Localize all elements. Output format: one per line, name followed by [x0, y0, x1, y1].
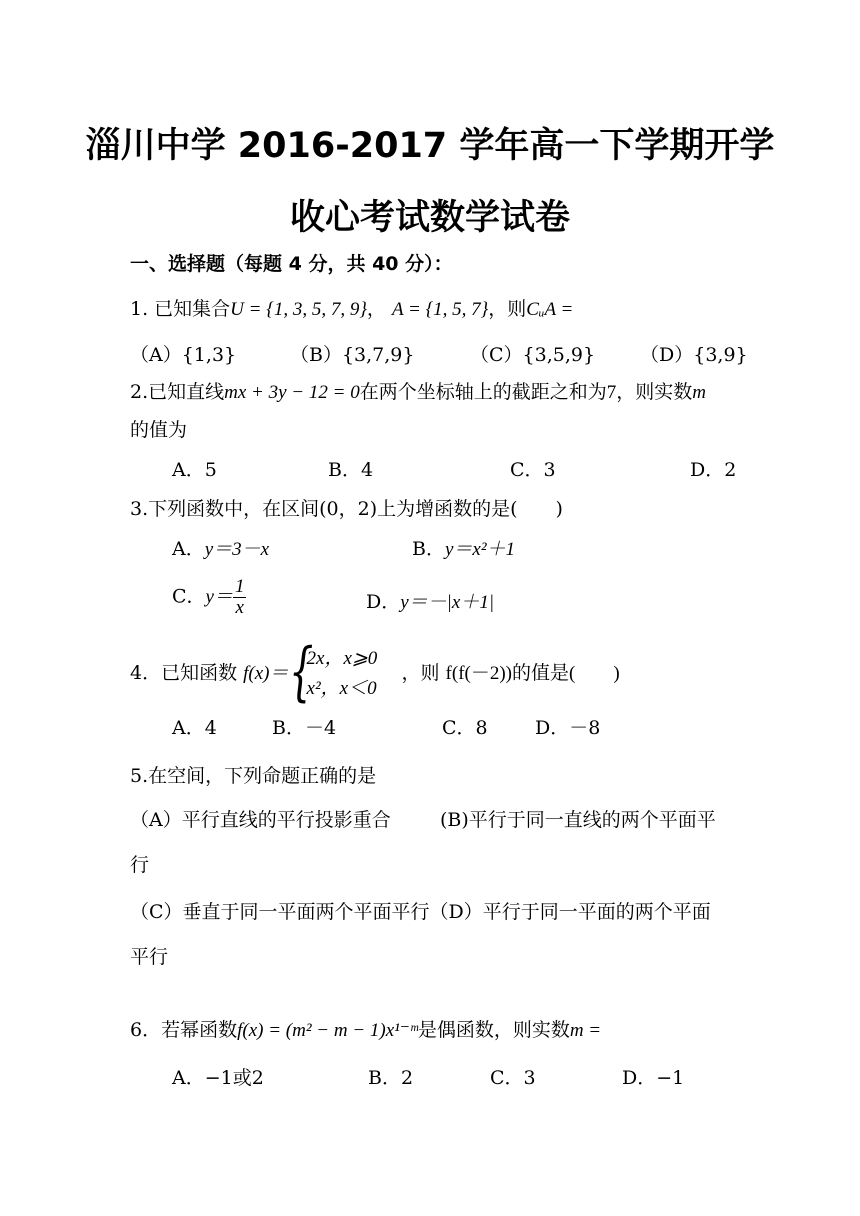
q1-set-u: U = {1, 3, 5, 7, 9} — [230, 299, 367, 320]
q2-sum: 7 — [606, 382, 617, 403]
q4-option-d: D．－8 — [535, 717, 601, 739]
q6-option-b: B．2 — [368, 1067, 414, 1089]
q4-case1: 2x，x⩾0 — [306, 648, 378, 669]
q6-option-d: D．−1 — [622, 1067, 685, 1089]
q4-case2: x²，x＜0 — [306, 678, 377, 699]
q1-set-a: A = {1, 5, 7} — [391, 299, 489, 320]
q3-option-d-label: D． — [366, 591, 401, 613]
q2-equation: mx + 3y − 12 = 0 — [224, 382, 360, 403]
q6-suffix: 是偶函数，则实数 — [417, 1019, 570, 1041]
q3-option-c-fraction — [233, 577, 247, 618]
q3-option-c-lhs: y＝ — [205, 586, 233, 608]
q6-option-a: A．−1或2 — [172, 1067, 264, 1089]
q3-option-b — [412, 537, 515, 562]
q2-line2: 的值为 — [130, 419, 188, 441]
q4-expr: f(f(－2))的值是( ) — [445, 663, 620, 684]
q4-option-c: C．8 — [442, 717, 488, 739]
question-3-stem: 3.下列函数中，在区间(0，2)上为增函数的是( ) — [130, 498, 563, 520]
q3-option-c-denominator: x — [235, 597, 244, 618]
q1-sep: ， — [366, 298, 386, 320]
q3-option-d — [366, 590, 494, 615]
q3-option-c — [172, 577, 246, 618]
q1-option-c: （C）{3,5,9} — [470, 344, 596, 366]
q2-option-a: A．5 — [172, 459, 217, 481]
q4-prefix: 4．已知函数 — [130, 662, 238, 684]
q5-option-b: (B)平行于同一直线的两个平面平 — [440, 809, 716, 831]
q6-expr: f(x) = (m² − m − 1)x¹⁻ᵐ — [237, 1020, 418, 1041]
q2-option-d: D．2 — [690, 459, 737, 481]
question-4-stem — [130, 635, 620, 709]
q2-prefix: 2.已知直线 — [130, 381, 225, 403]
q3-option-a-expr: y＝3－x — [204, 539, 270, 560]
q2-option-b: B．4 — [328, 459, 374, 481]
q6-option-c: C．3 — [490, 1067, 536, 1089]
q1-option-a: （A）{1,3} — [130, 344, 237, 366]
q4-then: ，则 — [401, 662, 440, 684]
question-1-stem — [130, 297, 573, 322]
q5-option-cd: （C）垂直于同一平面两个平面平行（D）平行于同一平面的两个平面 — [130, 901, 711, 923]
q2-suffix: ，则实数 — [616, 381, 693, 403]
q6-prefix: 6．若幂函数 — [130, 1019, 238, 1041]
q3-option-b-label: B． — [412, 538, 445, 560]
q4-brace: { — [288, 635, 313, 709]
question-2-stem — [130, 380, 706, 405]
exam-title-line1: 淄川中学 2016-2017 学年高一下学期开学 — [85, 126, 775, 166]
q2-var: m — [692, 382, 706, 403]
q5-option-b-wrap: 行 — [130, 854, 150, 876]
q4-piecewise — [288, 635, 378, 709]
q1-then: ，则 — [488, 298, 527, 320]
q3-option-c-numerator: 1 — [234, 576, 245, 597]
question-5-stem: 5.在空间，下列命题正确的是 — [130, 765, 377, 787]
q2-option-c: C．3 — [510, 459, 556, 481]
q3-option-d-expr: y＝－|x＋1| — [400, 592, 495, 613]
section-heading: 一、选择题（每题 4 分，共 40 分）： — [130, 253, 453, 275]
q1-option-d: （D）{3,9} — [640, 344, 748, 366]
exam-title-line2: 收心考试数学试卷 — [289, 198, 570, 238]
q1-complement: CᵤA = — [526, 299, 574, 320]
q3-option-a-label: A． — [172, 538, 205, 560]
q5-option-cd-wrap: 平行 — [130, 946, 169, 968]
q2-middle: 在两个坐标轴上的截距之和为 — [359, 381, 607, 403]
q1-prefix: 1. 已知集合 — [130, 298, 231, 320]
q4-option-b: B．－4 — [272, 717, 337, 739]
q5-option-a: （A）平行直线的平行投影重合 — [130, 809, 391, 831]
q4-fx: f(x)＝ — [243, 663, 289, 684]
question-6-stem — [130, 1018, 601, 1043]
q3-option-c-label: C． — [172, 585, 206, 608]
q3-option-a — [172, 537, 269, 562]
q3-option-b-expr: y＝x²＋1 — [444, 539, 516, 560]
q6-var: m = — [569, 1020, 602, 1041]
q1-option-b: （B）{3,7,9} — [290, 344, 415, 366]
q4-option-a: A．4 — [172, 717, 217, 739]
